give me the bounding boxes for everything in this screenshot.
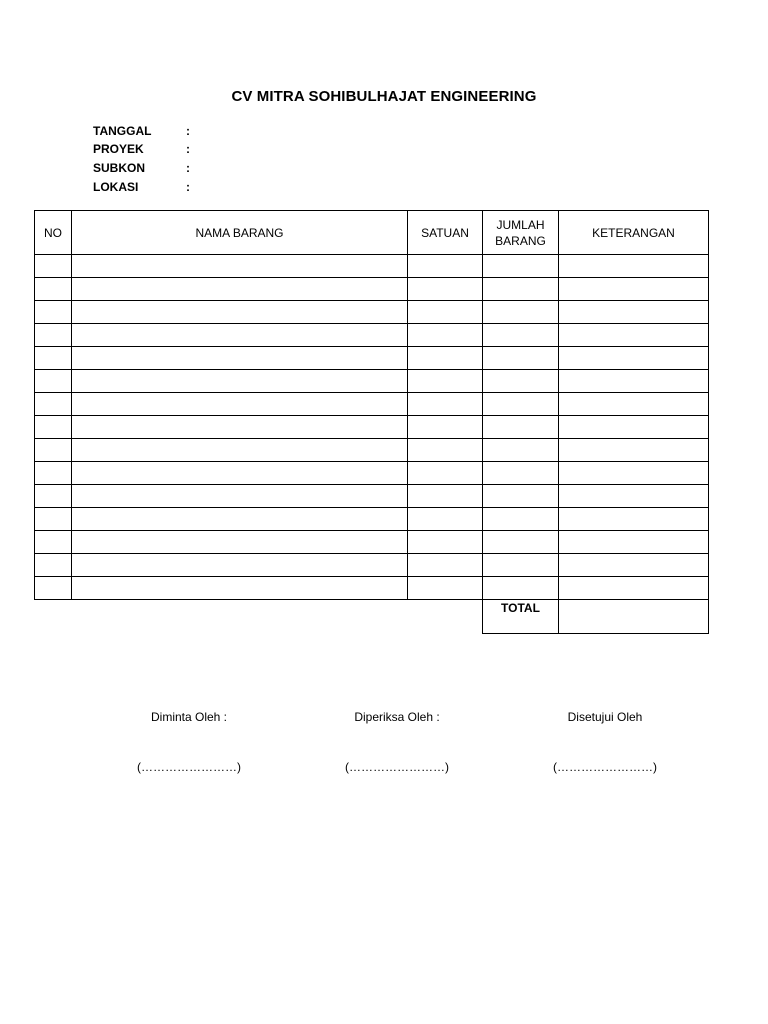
cell-nama-barang (72, 301, 408, 324)
signature-label: Diminta Oleh : (150, 710, 228, 724)
cell-keterangan (559, 255, 709, 278)
cell-satuan (408, 554, 483, 577)
table-row (35, 393, 709, 416)
table-row (35, 255, 709, 278)
cell-no (35, 278, 72, 301)
cell-nama-barang (72, 508, 408, 531)
table-row (35, 370, 709, 393)
cell-nama-barang (72, 255, 408, 278)
total-label: TOTAL (483, 600, 559, 634)
cell-jumlah-barang (483, 554, 559, 577)
table-row (35, 324, 709, 347)
cell-no (35, 462, 72, 485)
cell-jumlah-barang (483, 462, 559, 485)
cell-keterangan (559, 462, 709, 485)
cell-satuan (408, 278, 483, 301)
cell-jumlah-barang (483, 416, 559, 439)
cell-no (35, 324, 72, 347)
signature-label: Diperiksa Oleh : (354, 710, 440, 724)
document-title: CV MITRA SOHIBULHAJAT ENGINEERING (231, 88, 537, 105)
header-nama-barang: NAMA BARANG (72, 211, 408, 255)
cell-jumlah-barang (483, 347, 559, 370)
cell-satuan (408, 416, 483, 439)
field-separator: : (186, 180, 190, 194)
cell-satuan (408, 370, 483, 393)
cell-keterangan (559, 531, 709, 554)
cell-nama-barang (72, 485, 408, 508)
cell-jumlah-barang (483, 485, 559, 508)
cell-nama-barang (72, 531, 408, 554)
cell-satuan (408, 462, 483, 485)
cell-no (35, 370, 72, 393)
cell-keterangan (559, 485, 709, 508)
cell-satuan (408, 324, 483, 347)
signature-line: (……………………) (553, 760, 657, 774)
cell-nama-barang (72, 347, 408, 370)
cell-no (35, 577, 72, 600)
cell-nama-barang (72, 324, 408, 347)
cell-nama-barang (72, 278, 408, 301)
cell-keterangan (559, 301, 709, 324)
field-label: TANGGAL (93, 124, 152, 138)
table-row (35, 554, 709, 577)
table-row (35, 439, 709, 462)
header-no: NO (35, 211, 72, 255)
cell-keterangan (559, 508, 709, 531)
cell-satuan (408, 393, 483, 416)
cell-no (35, 439, 72, 462)
cell-keterangan (559, 554, 709, 577)
signature-line: (……………………) (345, 760, 449, 774)
cell-nama-barang (72, 554, 408, 577)
table-row (35, 508, 709, 531)
header-jumlah-line1: JUMLAH (496, 217, 545, 232)
cell-satuan (408, 577, 483, 600)
field-separator: : (186, 142, 190, 156)
cell-nama-barang (72, 462, 408, 485)
table-row (35, 347, 709, 370)
cell-nama-barang (72, 577, 408, 600)
cell-keterangan (559, 278, 709, 301)
cell-nama-barang (72, 393, 408, 416)
cell-jumlah-barang (483, 531, 559, 554)
cell-jumlah-barang (483, 508, 559, 531)
cell-no (35, 554, 72, 577)
field-separator: : (186, 124, 190, 138)
cell-keterangan (559, 347, 709, 370)
cell-no (35, 485, 72, 508)
table-row (35, 485, 709, 508)
cell-nama-barang (72, 439, 408, 462)
cell-keterangan (559, 439, 709, 462)
cell-no (35, 301, 72, 324)
cell-no (35, 508, 72, 531)
cell-keterangan (559, 416, 709, 439)
cell-jumlah-barang (483, 255, 559, 278)
table-row (35, 531, 709, 554)
cell-keterangan (559, 577, 709, 600)
cell-satuan (408, 347, 483, 370)
field-separator: : (186, 161, 190, 175)
table-body (35, 255, 709, 600)
cell-no (35, 416, 72, 439)
field-label: SUBKON (93, 161, 146, 175)
signature-label: Disetujui Oleh (567, 710, 643, 724)
cell-jumlah-barang (483, 393, 559, 416)
header-satuan: SATUAN (408, 211, 483, 255)
table-row (35, 577, 709, 600)
field-label: LOKASI (93, 180, 139, 194)
items-table (34, 210, 709, 634)
cell-no (35, 255, 72, 278)
cell-satuan (408, 301, 483, 324)
field-label: PROYEK (93, 142, 144, 156)
cell-no (35, 531, 72, 554)
cell-keterangan (559, 324, 709, 347)
header-keterangan: KETERANGAN (559, 211, 709, 255)
cell-satuan (408, 508, 483, 531)
cell-no (35, 347, 72, 370)
cell-keterangan (559, 393, 709, 416)
cell-jumlah-barang (483, 577, 559, 600)
header-jumlah-barang (483, 211, 559, 255)
total-row (35, 600, 709, 634)
cell-jumlah-barang (483, 370, 559, 393)
cell-keterangan (559, 370, 709, 393)
table-header-row (35, 211, 709, 255)
cell-no (35, 393, 72, 416)
signature-line: (……………………) (137, 760, 241, 774)
cell-jumlah-barang (483, 324, 559, 347)
cell-satuan (408, 531, 483, 554)
cell-nama-barang (72, 370, 408, 393)
cell-satuan (408, 439, 483, 462)
table-row (35, 416, 709, 439)
total-spacer (35, 600, 483, 634)
table-row (35, 278, 709, 301)
cell-satuan (408, 485, 483, 508)
cell-satuan (408, 255, 483, 278)
cell-jumlah-barang (483, 301, 559, 324)
table-row (35, 301, 709, 324)
table-row (35, 462, 709, 485)
total-value-cell (559, 600, 709, 634)
header-jumlah-line2: BARANG (495, 233, 546, 248)
cell-jumlah-barang (483, 278, 559, 301)
cell-nama-barang (72, 416, 408, 439)
cell-jumlah-barang (483, 439, 559, 462)
